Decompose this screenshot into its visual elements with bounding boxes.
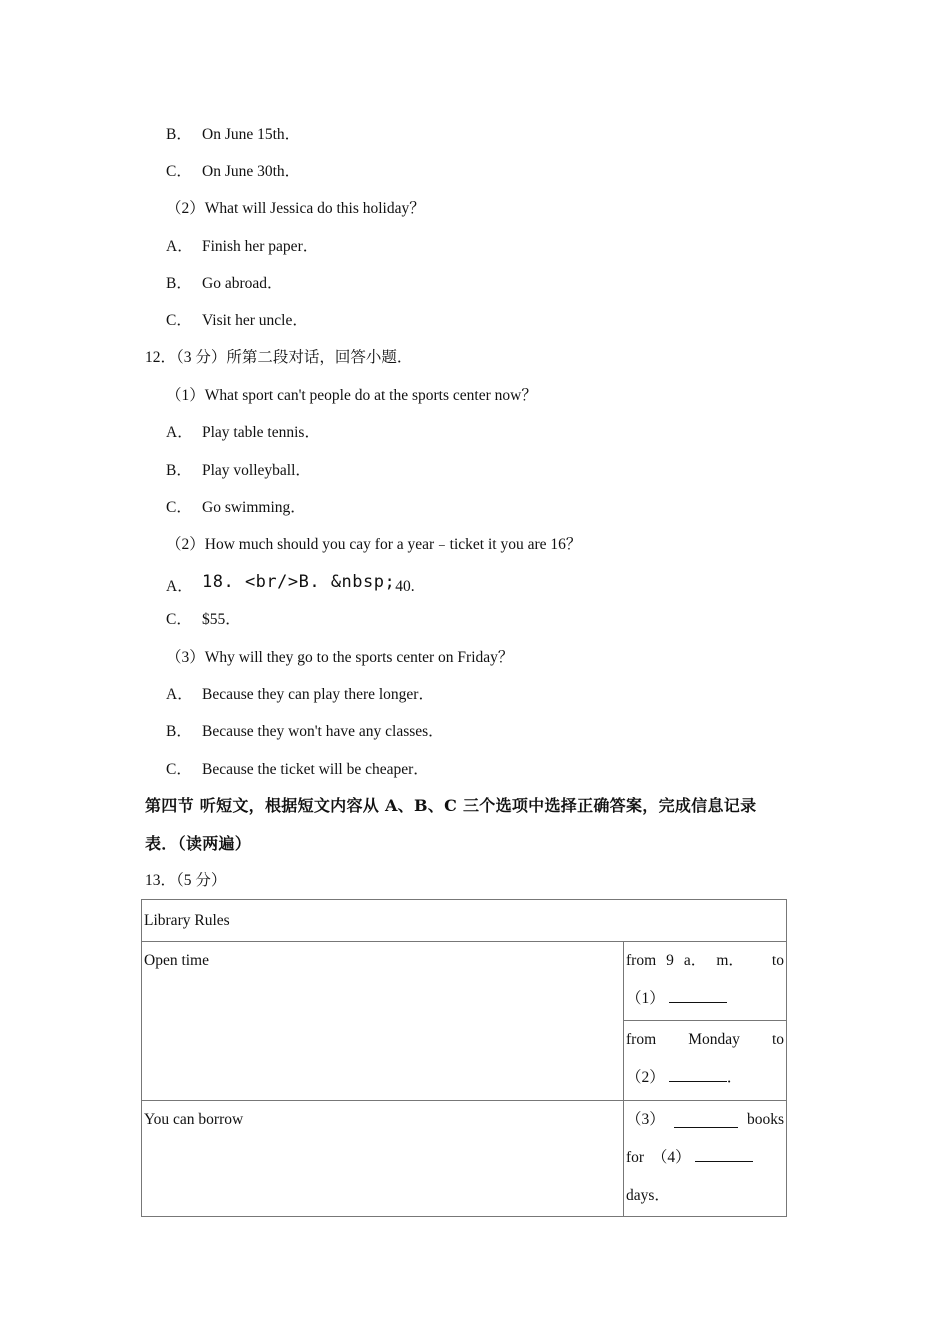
word: Monday xyxy=(688,1031,740,1048)
option-text: On June 15th． xyxy=(202,126,301,143)
option-text: Go swimming． xyxy=(202,499,306,516)
word: to xyxy=(771,952,784,969)
blank-line-2 xyxy=(626,1059,784,1097)
option-label: A． xyxy=(166,424,193,441)
q12-sub3-option-b xyxy=(166,722,444,742)
word: 9 xyxy=(666,952,674,969)
option-text: Because they can play there longer． xyxy=(202,686,434,703)
option-label: A． xyxy=(166,686,193,703)
option-text: $55． xyxy=(202,611,241,628)
q12-sub2-option-c xyxy=(166,610,241,630)
open-time-label: Open time xyxy=(144,952,209,969)
blank-label: （1） xyxy=(626,990,665,1007)
option-label: C． xyxy=(166,499,192,516)
option-label: C． xyxy=(166,761,192,778)
answer-blank[interactable] xyxy=(674,1113,738,1128)
option-label: A． xyxy=(166,238,193,255)
option-text: On June 30th． xyxy=(202,163,301,180)
q11-sub2-option-c xyxy=(166,311,308,331)
word: to xyxy=(771,1031,784,1048)
word: books xyxy=(746,1111,784,1128)
q12-sub3-option-a xyxy=(166,685,434,705)
open-time-hours-cell xyxy=(624,942,787,1021)
word: a． xyxy=(683,952,707,969)
option-text: Finish her paper． xyxy=(202,238,319,255)
blank-label: （4） xyxy=(651,1149,691,1166)
option-text: Because they won't have any classes． xyxy=(202,723,444,740)
blank-label: （3） xyxy=(626,1111,665,1128)
borrow-detail-cell xyxy=(624,1101,787,1217)
option-label: A． xyxy=(166,578,193,595)
q12-sub2-question: （2）How much should you cay for a year﹣ticket it you are 16？ xyxy=(166,536,582,553)
q11-sub2-option-a xyxy=(166,237,318,257)
q13-header: 13．（5 分） xyxy=(145,872,227,889)
blank-label: （2） xyxy=(626,1069,665,1086)
q12-sub3-option-c xyxy=(166,760,429,780)
for-line xyxy=(626,1139,784,1177)
section4-heading-line2: 表．（读两遍） xyxy=(145,834,252,853)
q12-sub3-question: （3）Why will they go to the sports center on Friday？ xyxy=(166,649,514,666)
option-label: C． xyxy=(166,163,192,180)
q12-sub1-option-b xyxy=(166,461,311,481)
q12-sub2-option-a xyxy=(166,572,415,597)
option-label: B． xyxy=(166,126,192,143)
period: ． xyxy=(726,1069,743,1086)
q12-sub1-option-a xyxy=(166,423,320,443)
books-line xyxy=(626,1101,784,1139)
option-text: Because the ticket will be cheaper． xyxy=(202,761,429,778)
open-time-days-cell xyxy=(624,1021,787,1101)
borrow-label: You can borrow xyxy=(144,1111,244,1128)
q12-sub1-question: （1）What sport can't people do at the sports center now？ xyxy=(166,387,537,404)
library-rules-table xyxy=(141,899,787,1217)
table-title: Library Rules xyxy=(144,912,230,929)
word: from xyxy=(626,952,657,969)
option-label: C． xyxy=(166,312,192,329)
word: m． xyxy=(716,952,744,969)
option-text: Play volleyball． xyxy=(202,462,311,479)
blank-line-1 xyxy=(626,980,784,1018)
days-line xyxy=(626,1021,784,1059)
option-text: Go abroad． xyxy=(202,275,283,292)
borrow-label-cell xyxy=(142,1101,624,1217)
garbled-markup-text: 18. <br/>B. &nbsp; xyxy=(202,572,396,592)
q11-sub2-question: （2）What will Jessica do this holiday？ xyxy=(166,200,425,217)
open-time-label-cell xyxy=(142,942,624,1101)
option-text: Visit her uncle． xyxy=(202,312,308,329)
option-label: B． xyxy=(166,275,192,292)
section4-heading-line1: 第四节 听短文，根据短文内容从 A、B、C 三个选项中选择正确答案，完成信息记录 xyxy=(145,796,757,815)
q11-option-c xyxy=(166,162,300,182)
q12-sub1-option-c xyxy=(166,498,306,518)
answer-blank[interactable] xyxy=(695,1147,753,1162)
word: for xyxy=(626,1149,645,1166)
option-label: B． xyxy=(166,462,192,479)
q12-header: 12．（3 分）所第二段对话，回答小题． xyxy=(145,349,413,366)
q11-sub2-option-b xyxy=(166,274,283,294)
table-title-cell xyxy=(142,900,787,942)
q11-option-b xyxy=(166,125,300,145)
option-label: C． xyxy=(166,611,192,628)
hours-line xyxy=(626,942,784,980)
answer-blank[interactable] xyxy=(669,988,727,1003)
days-word-line: days． xyxy=(626,1187,670,1204)
option-label: B． xyxy=(166,723,192,740)
word: from xyxy=(626,1031,657,1048)
option-text: 40. xyxy=(395,578,415,595)
option-text: Play table tennis． xyxy=(202,424,320,441)
answer-blank[interactable] xyxy=(669,1067,727,1082)
